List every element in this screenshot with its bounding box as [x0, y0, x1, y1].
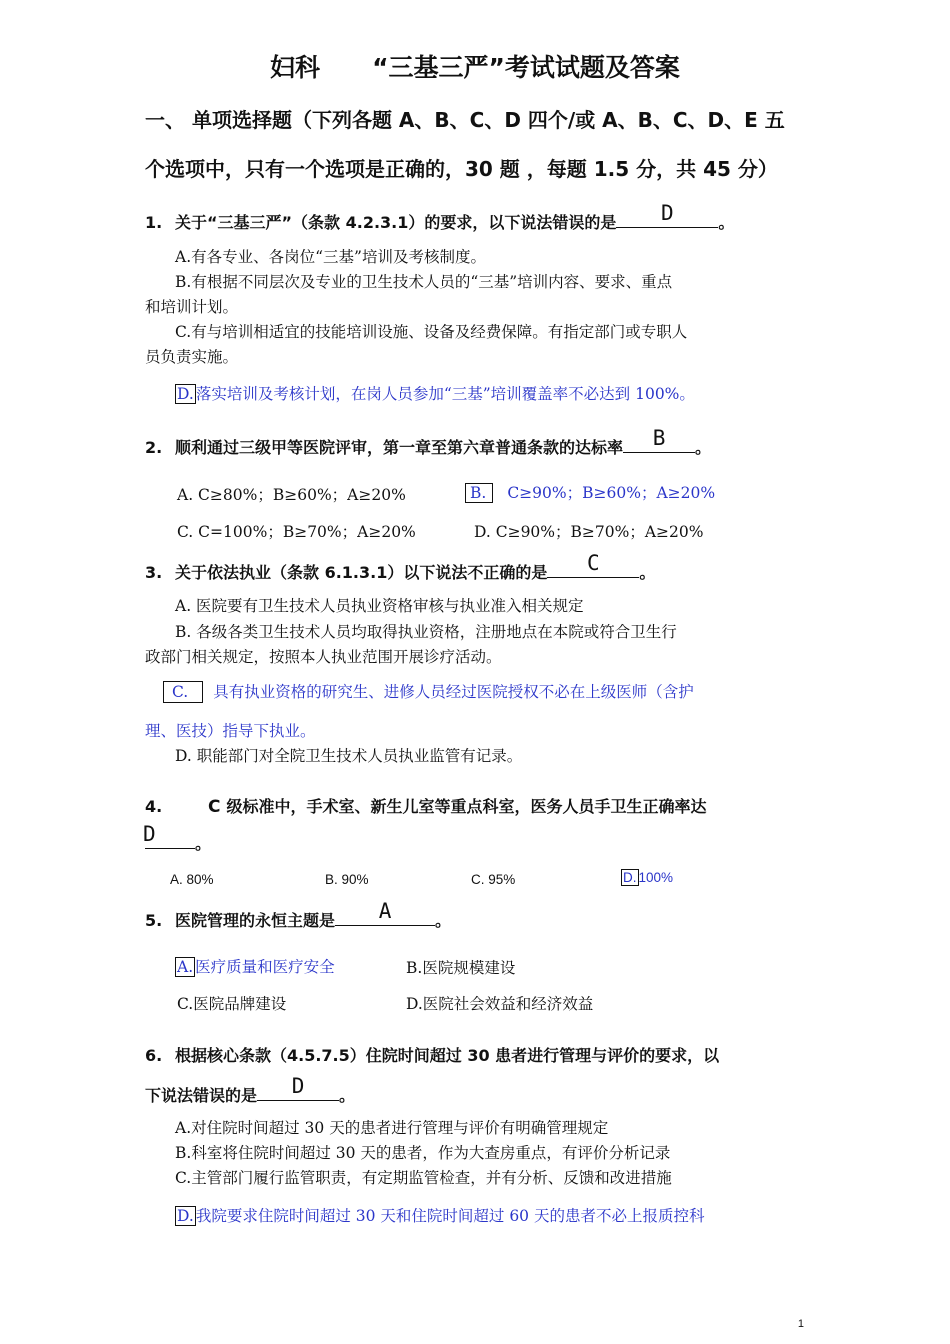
- correct-option-text: 我院要求住院时间超过 30 天和住院时间超过 60 天的患者不必上报质控科: [195, 1207, 705, 1225]
- handwritten-answer: D: [291, 1074, 305, 1098]
- correct-option-text: 具有执业资格的研究生、进修人员经过医院授权不必在上级医师（含护: [213, 683, 694, 701]
- answer-box: A.: [177, 958, 194, 976]
- answer-box: C.: [163, 681, 203, 703]
- question-number: 4.: [145, 797, 163, 816]
- correct-option-text: C≥90%；B≥60%；A≥20%: [507, 484, 716, 502]
- correct-option-b: [465, 481, 715, 503]
- option-a: A.有各专业、各岗位“三基”培训及考核制度。: [175, 248, 486, 266]
- question-stem-cont: 下说法错误的是: [145, 1086, 258, 1105]
- option-b-cont: 政部门相关规定，按照本人执业范围开展诊疗活动。: [145, 648, 502, 666]
- answer-box: D.: [177, 385, 194, 403]
- question-end: 。: [339, 1086, 356, 1105]
- title-main: “三基三严”考试试题及答案: [372, 53, 680, 82]
- handwritten-answer: D: [143, 822, 156, 846]
- option-c-cont: 员负责实施。: [145, 348, 239, 366]
- handwritten-answer: B: [652, 426, 666, 450]
- question-end: 。: [195, 834, 212, 853]
- option-b: B.医院规模建设: [406, 959, 516, 977]
- handwritten-answer: A: [378, 899, 392, 923]
- question-number: 1.: [145, 213, 163, 232]
- question-stem: 关于依法执业（条款 6.1.3.1）以下说法不正确的是: [175, 563, 548, 582]
- option-c: C. 95%: [471, 872, 516, 887]
- option-a: A.对住院时间超过 30 天的患者进行管理与评价有明确管理规定: [175, 1119, 609, 1137]
- answer-blank: [257, 1074, 339, 1101]
- answer-box: D.: [623, 870, 637, 885]
- section-heading-line1: 一、 单项选择题（下列各题 A、B、C、D 四个/或 A、B、C、D、E 五: [145, 108, 785, 132]
- question-number: 2.: [145, 438, 163, 457]
- question-stem: 根据核心条款（4.5.7.5）住院时间超过 30 患者进行管理与评价的要求，以: [175, 1046, 720, 1065]
- question-end: 。: [718, 213, 735, 232]
- option-c: C.医院品牌建设: [177, 995, 287, 1013]
- option-a: A. 医院要有卫生技术人员执业资格审核与执业准入相关规定: [175, 597, 584, 615]
- option-c: C. C=100%；B≥70%；A≥20%: [177, 523, 416, 541]
- option-d: D. 职能部门对全院卫生技术人员执业监管有记录。: [175, 747, 523, 765]
- option-b: B.科室将住院时间超过 30 天的患者，作为大查房重点，有评价分析记录: [175, 1144, 671, 1162]
- question-end: 。: [639, 563, 656, 582]
- correct-option-text: 落实培训及考核计划，在岗人员参加“三基”培训覆盖率不必达到 100%。: [195, 385, 695, 403]
- question-6-cont: [145, 1074, 356, 1106]
- answer-box: D.: [177, 1207, 194, 1225]
- handwritten-answer: D: [661, 201, 674, 225]
- answer-blank: [623, 426, 695, 453]
- question-4: [145, 794, 707, 817]
- answer-blank: [616, 201, 718, 228]
- option-d: D. C≥90%；B≥70%；A≥20%: [474, 523, 704, 541]
- question-2: [145, 426, 712, 458]
- correct-option-text: 100%: [638, 870, 674, 885]
- correct-option-d: [621, 870, 673, 885]
- question-stem: 关于“三基三严”（条款 4.2.3.1）的要求，以下说法错误的是: [175, 213, 617, 232]
- question-stem: 级标准中，手术室、新生儿室等重点科室，医务人员手卫生正确率达: [226, 797, 707, 816]
- option-a: A. C≥80%；B≥60%；A≥20%: [177, 486, 406, 504]
- option-b-cont: 和培训计划。: [145, 298, 239, 316]
- option-c: C.有与培训相适宜的技能培训设施、设备及经费保障。有指定部门或专职人: [175, 323, 688, 341]
- question-stem: 顺利通过三级甲等医院评审，第一章至第六章普通条款的达标率: [175, 438, 624, 457]
- question-end: 。: [435, 911, 452, 930]
- question-1: [145, 201, 735, 233]
- answer-blank: [335, 899, 435, 926]
- option-b: B.有根据不同层次及专业的卫生技术人员的“三基”培训内容、要求、重点: [175, 273, 673, 291]
- correct-option-d: [175, 1204, 704, 1226]
- question-number: 6.: [145, 1046, 163, 1065]
- question-stem-level: C: [208, 797, 221, 817]
- document-title: [0, 48, 950, 84]
- question-stem: 医院管理的永恒主题是: [175, 911, 336, 930]
- title-dept: 妇科: [270, 53, 321, 82]
- answer-box: B.: [465, 483, 493, 503]
- handwritten-answer: C: [587, 551, 600, 575]
- question-6: [145, 1043, 719, 1066]
- correct-option-a: [175, 955, 335, 977]
- section-heading-line2: 个选项中，只有一个选项是正确的，30 题 ，每题 1.5 分，共 45 分）: [145, 157, 778, 181]
- option-d: D.医院社会效益和经济效益: [406, 995, 594, 1013]
- option-a: A. 80%: [170, 872, 214, 887]
- question-3: [145, 551, 656, 583]
- question-5: [145, 899, 452, 931]
- question-end: 。: [695, 438, 712, 457]
- option-b: B. 各级各类卫生技术人员均取得执业资格，注册地点在本院或符合卫生行: [175, 623, 677, 641]
- option-b: B. 90%: [325, 872, 369, 887]
- answer-blank: [143, 822, 195, 849]
- correct-option-d: [175, 382, 695, 404]
- answer-blank: [547, 551, 639, 578]
- question-4-cont: [143, 822, 212, 854]
- page-number: 1: [797, 1318, 804, 1330]
- option-c: C.主管部门履行监管职责，有定期监管检查，并有分析、反馈和改进措施: [175, 1169, 672, 1187]
- question-number: 3.: [145, 563, 163, 582]
- question-number: 5.: [145, 911, 163, 930]
- correct-option-c-cont: 理、医技）指导下执业。: [145, 722, 316, 740]
- correct-option-c: [163, 680, 694, 702]
- correct-option-text: 医疗质量和医疗安全: [195, 958, 335, 976]
